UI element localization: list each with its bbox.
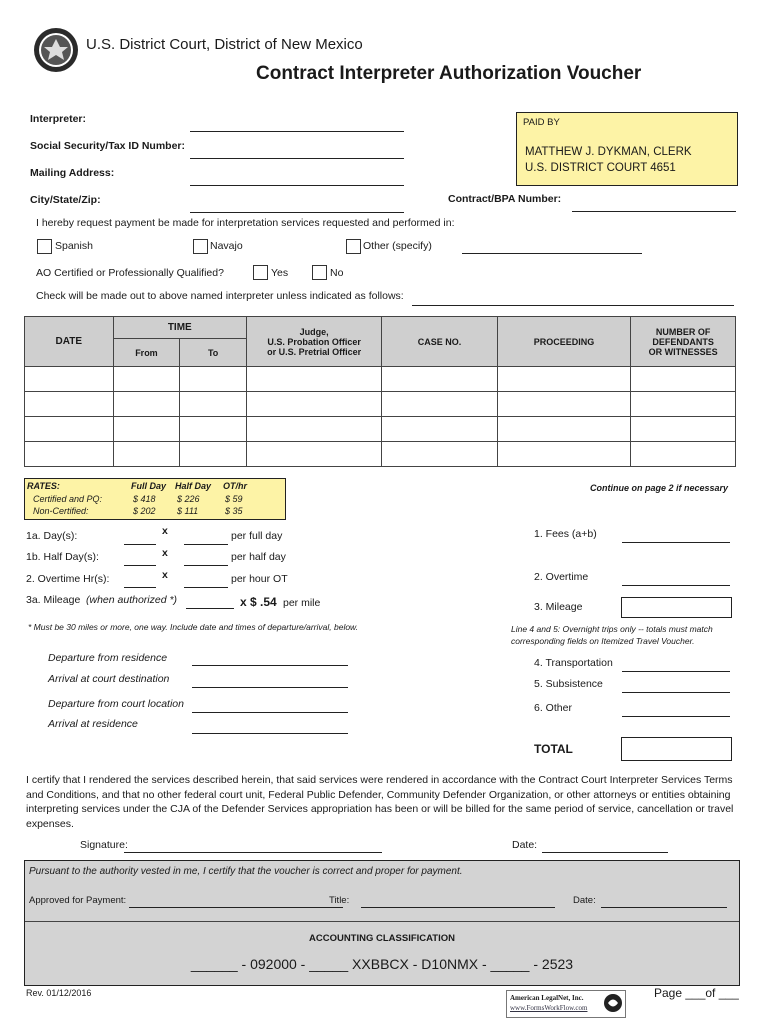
rates-half-day: Half Day [175, 481, 212, 491]
miles-note: * Must be 30 miles or more, one way. Include date and times of departure/arrival, below. [28, 622, 359, 632]
table-row [25, 442, 736, 467]
ao-question: AO Certified or Professionally Qualified? [36, 267, 224, 279]
judge-header: Judge, U.S. Probation Officer or U.S. Pretrial Officer [246, 317, 381, 367]
other-specify-field[interactable] [462, 253, 642, 254]
ssn-label: Social Security/Tax ID Number: [30, 140, 186, 152]
signature-label: Signature: [80, 839, 128, 851]
mile-rate: x $ .54 [240, 595, 277, 609]
mailing-label: Mailing Address: [30, 167, 115, 179]
divider [25, 921, 739, 922]
rate-non-full: $ 202 [133, 506, 156, 516]
paid-by-line1: MATTHEW J. DYKMAN, CLERK [525, 146, 692, 158]
per-full-day: per full day [231, 530, 283, 542]
overtime-hours-field[interactable] [124, 587, 156, 588]
total-label: TOTAL [534, 742, 573, 756]
court-seal-icon [33, 27, 79, 73]
city-label: City/State/Zip: [30, 194, 101, 206]
rate-non-ot: $ 35 [225, 506, 243, 516]
transportation-field[interactable] [622, 671, 730, 672]
arrive-court-label: Arrival at court destination [48, 673, 170, 685]
half-days-label: 1b. Half Day(s): [26, 551, 99, 563]
contract-field[interactable] [572, 211, 736, 212]
other-label: Other (specify) [363, 240, 432, 252]
rates-title: RATES: [27, 481, 60, 491]
time-header: TIME [113, 317, 246, 339]
navajo-checkbox[interactable] [193, 239, 208, 254]
to-header: To [180, 339, 247, 367]
accounting-code: ______ - 092000 - _____ XXBBCX - D10NMX - _____ - 2523 [190, 956, 574, 972]
form-title: Contract Interpreter Authorization Voucher [256, 63, 642, 84]
company-website: www.FormsWorkFlow.com [510, 1004, 588, 1012]
per-hour-ot: per hour OT [231, 573, 288, 585]
per-mile: per mile [283, 597, 321, 609]
other-total-field[interactable] [622, 716, 730, 717]
overnight-note-2: corresponding fields on Itemized Travel Voucher. [511, 636, 695, 646]
overnight-note-1: Line 4 and 5: Overnight trips only -- totals must match [511, 624, 713, 634]
mileage-total-label: 3. Mileage [534, 601, 583, 613]
rate-non-half: $ 111 [177, 506, 199, 516]
rate-cert-half: $ 226 [177, 494, 200, 504]
title-label: Title: [329, 895, 350, 906]
fees-label: 1. Fees (a+b) [534, 528, 597, 540]
rates-non-certified: Non-Certified: [33, 506, 89, 516]
mileage-field[interactable] [186, 608, 234, 609]
approval-date-field[interactable] [601, 907, 727, 908]
paid-by-line2: U.S. DISTRICT COURT 4651 [525, 162, 676, 174]
depart-court-field[interactable] [192, 712, 348, 713]
interpreter-label: Interpreter: [30, 113, 87, 125]
other-checkbox[interactable] [346, 239, 361, 254]
x-sign: x [162, 547, 168, 559]
rate-cert-ot: $ 59 [225, 494, 243, 504]
yes-checkbox[interactable] [253, 265, 268, 280]
navajo-label: Navajo [210, 240, 243, 252]
certification-text: I certify that I rendered the services described herein, that said services were rendered in accordance with the Contract Court Interpreter Services Terms and Conditions, and that no other federal court unit, Federal Public Defender, Community Defender Organization, or other attorneys or entities obtaining interpreting services under the CJA of the Defender Services appropriation has been or will be billed for the same period of service, cancellation or travel expenses. [26, 774, 734, 830]
interpreter-field[interactable] [190, 131, 404, 132]
per-half-day: per half day [231, 551, 286, 563]
overtime-total-label: 2. Overtime [534, 571, 589, 583]
days-field[interactable] [124, 544, 156, 545]
x-sign: x [162, 525, 168, 537]
overtime-total-field[interactable] [622, 585, 730, 586]
cert-date-label: Date: [512, 839, 538, 851]
number-header: NUMBER OF DEFENDANTS OR WITNESSES [631, 317, 736, 367]
depart-court-label: Departure from court location [48, 698, 184, 710]
no-checkbox[interactable] [312, 265, 327, 280]
case-no-header: CASE NO. [382, 317, 497, 367]
cert-date-field[interactable] [542, 852, 668, 853]
subsistence-field[interactable] [622, 692, 730, 693]
logo-icon [603, 993, 623, 1013]
total-field[interactable] [621, 737, 732, 761]
arrive-residence-field[interactable] [192, 733, 348, 734]
overtime-label: 2. Overtime Hr(s): [26, 573, 110, 585]
proceeding-header: PROCEEDING [497, 317, 631, 367]
city-field[interactable] [190, 212, 404, 213]
mileage-total-field[interactable] [621, 597, 732, 618]
approved-field[interactable] [129, 907, 343, 908]
company-logo [506, 990, 626, 1018]
accounting-label: ACCOUNTING CLASSIFICATION [308, 933, 455, 944]
check-payee-field[interactable] [412, 305, 734, 306]
from-header: From [113, 339, 180, 367]
full-day-rate-field[interactable] [184, 544, 228, 545]
check-text: Check will be made out to above named interpreter unless indicated as follows: [36, 290, 404, 302]
company-name: American LegalNet, Inc. [510, 994, 584, 1002]
depart-residence-label: Departure from residence [48, 652, 168, 664]
mailing-field[interactable] [190, 185, 404, 186]
overtime-rate-field[interactable] [184, 587, 228, 588]
pursuant-text: Pursuant to the authority vested in me, I certify that the voucher is correct and proper for payment. [29, 866, 463, 877]
page-number: Page ___of ___ [654, 986, 739, 1000]
half-day-rate-field[interactable] [184, 565, 228, 566]
signature-field[interactable] [124, 852, 382, 853]
fees-field[interactable] [622, 542, 730, 543]
spanish-checkbox[interactable] [37, 239, 52, 254]
ssn-field[interactable] [190, 158, 404, 159]
rates-box [24, 478, 286, 520]
continue-note: Continue on page 2 if necessary [590, 483, 729, 493]
rate-cert-full: $ 418 [133, 494, 156, 504]
approval-date-label: Date: [573, 895, 596, 906]
subsistence-label: 5. Subsistence [534, 678, 603, 690]
table-row [25, 392, 736, 417]
rates-ot-hr: OT/hr [223, 481, 247, 491]
mileage-note: (when authorized *) [86, 594, 178, 606]
rates-full-day: Full Day [131, 481, 167, 491]
service-table [24, 316, 736, 467]
revision: Rev. 01/12/2016 [26, 988, 92, 998]
approved-label: Approved for Payment: [29, 895, 127, 906]
request-text: I hereby request payment be made for interpretation services requested and performed in: [36, 217, 455, 229]
mileage-label: 3a. Mileage [26, 594, 81, 606]
yes-label: Yes [271, 267, 289, 279]
title-field[interactable] [361, 907, 555, 908]
table-row [25, 417, 736, 442]
depart-residence-field[interactable] [192, 665, 348, 666]
court-name: U.S. District Court, District of New Mexico [86, 36, 363, 53]
contract-label: Contract/BPA Number: [448, 193, 562, 205]
paid-by-label: PAID BY [523, 117, 560, 128]
rates-certified: Certified and PQ: [33, 494, 103, 504]
no-label: No [330, 267, 344, 279]
paid-by-box [516, 112, 738, 186]
spanish-label: Spanish [55, 240, 93, 252]
x-sign: x [162, 569, 168, 581]
arrive-residence-label: Arrival at residence [48, 718, 138, 730]
other-total-label: 6. Other [534, 702, 572, 714]
approval-box [24, 860, 740, 986]
transportation-label: 4. Transportation [534, 657, 613, 669]
days-label: 1a. Day(s): [26, 530, 78, 542]
arrive-court-field[interactable] [192, 687, 348, 688]
table-row [25, 367, 736, 392]
date-header: DATE [25, 317, 114, 367]
half-days-field[interactable] [124, 565, 156, 566]
